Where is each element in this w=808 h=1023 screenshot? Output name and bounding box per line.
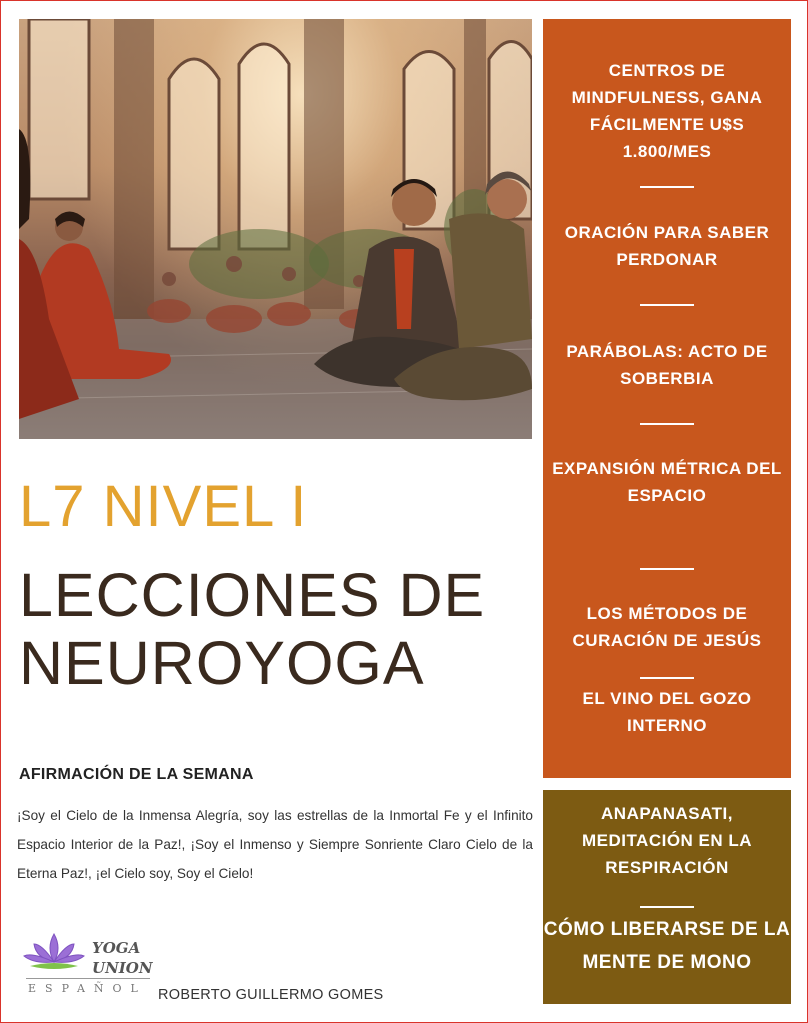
- sidebar-item-expansion: EXPANSIÓN MÉTRICA DEL ESPACIO: [552, 459, 782, 505]
- sidebar-separator: [640, 304, 694, 306]
- hero-image: [19, 19, 532, 439]
- sidebar-separator: [640, 568, 694, 570]
- sidebar-separator: [640, 677, 694, 679]
- sidebar-item-oracion: ORACIÓN PARA SABER PERDONAR: [564, 223, 770, 269]
- main-title: [19, 561, 485, 698]
- lotus-icon: [22, 930, 86, 978]
- sidebar-featured: [543, 790, 791, 1004]
- sidebar-item-anapanasati: ANAPANASATI, MEDITACIÓN EN LA RESPIRACIÓN: [581, 804, 753, 877]
- sidebar-separator: [640, 906, 694, 908]
- author-name: ROBERTO GUILLERMO GOMES: [158, 987, 384, 1003]
- meditation-hall-photo: [19, 19, 532, 439]
- sidebar-separator: [640, 186, 694, 188]
- logo-line-1: YOGA: [92, 939, 141, 957]
- affirmation-heading: AFIRMACIÓN DE LA SEMANA: [19, 766, 254, 783]
- logo-text: [92, 938, 153, 978]
- sidebar-item-metodos: LOS MÉTODOS DE CURACIÓN DE JESÚS: [572, 604, 762, 650]
- main-title-line-2: NEUROYOGA: [19, 629, 425, 698]
- logo-divider: [26, 978, 150, 979]
- yoga-union-logo: [22, 930, 157, 1000]
- sidebar-separator: [640, 423, 694, 425]
- main-title-line-1: LECCIONES DE: [19, 561, 486, 629]
- sidebar-topics: [543, 19, 791, 778]
- sidebar-item-mente-mono: CÓMO LIBERARSE DE LA MENTE DE MONO: [543, 919, 791, 973]
- level-title: L7 NIVEL I: [19, 474, 308, 539]
- sidebar-item-vino: EL VINO DEL GOZO INTERNO: [582, 689, 752, 735]
- logo-subtitle: ESPAÑOL: [28, 982, 147, 995]
- sidebar-item-parabolas: PARÁBOLAS: ACTO DE SOBERBIA: [566, 342, 768, 388]
- affirmation-text: ¡Soy el Cielo de la Inmensa Alegría, soy las estrellas de la Inmortal Fe y el Infinito Espacio Interior de la Paz!, ¡Soy el Inmenso y Siempre Sonriente Claro Cielo de la Eterna Paz!, ¡el Cielo soy, Soy el Cielo!: [17, 808, 533, 881]
- logo-line-2: UNION: [92, 959, 153, 977]
- sidebar-item-mindfulness: CENTROS DE MINDFULNESS, GANA FÁCILMENTE U$S 1.800/MES: [571, 61, 763, 161]
